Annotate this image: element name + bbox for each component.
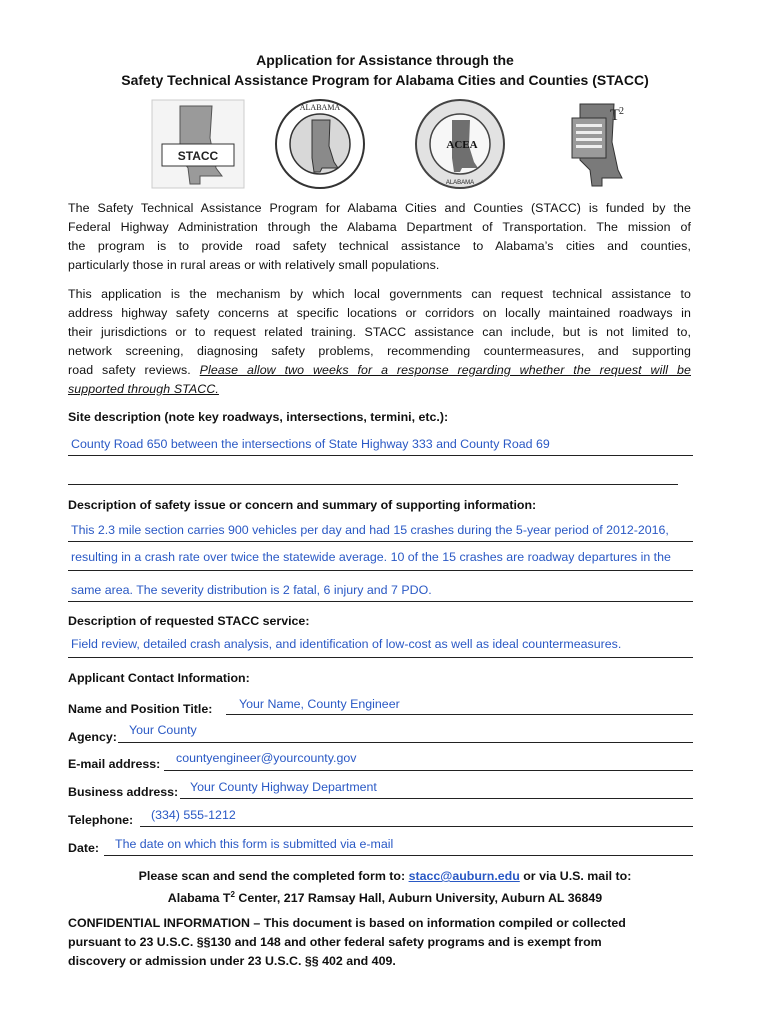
submission-instructions-line-2 xyxy=(0,885,770,908)
stacc-email-link[interactable]: stacc@auburn.edu xyxy=(408,869,520,883)
business-address-underline xyxy=(180,798,693,799)
intro-paragraph-1 xyxy=(68,199,691,275)
intro-p1-line-4: particularly those in rural areas or with relatively small populations. xyxy=(68,258,440,272)
intro-p2-line-5 xyxy=(68,361,691,380)
agency-underline xyxy=(118,742,693,743)
stacc-logo xyxy=(150,98,246,190)
submission-instructions-line-1 xyxy=(0,867,770,886)
business-address-field[interactable]: Your County Highway Department xyxy=(190,780,377,794)
telephone-field[interactable]: (334) 555-1212 xyxy=(151,808,236,822)
submission-prefix: Please scan and send the completed form to: xyxy=(138,869,409,883)
agency-field[interactable]: Your County xyxy=(129,723,197,737)
site-description-field[interactable]: County Road 650 between the intersections of State Highway 333 and County Road 69 xyxy=(71,437,550,451)
email-field[interactable]: countyengineer@yourcounty.gov xyxy=(176,751,357,765)
t2-logo-text: T xyxy=(610,107,620,124)
acea-seal-bottom-text: ALABAMA xyxy=(445,180,475,186)
safety-issue-field-line-1[interactable]: This 2.3 mile section carries 900 vehicles per day and had 15 crashes during the 5-year period of 2012-2016, xyxy=(71,523,669,537)
email-underline xyxy=(164,770,693,771)
intro-p2-line-4: network screening, diagnosing safety problems, recommending countermeasures, and supporting xyxy=(68,344,691,358)
confidential-notice xyxy=(68,914,698,971)
name-title-underline xyxy=(226,714,693,715)
confidential-line-3: discovery or admission under 23 U.S.C. §§ 402 and 409. xyxy=(68,954,396,968)
acea-seal-logo xyxy=(412,98,508,190)
confidential-line-2: pursuant to 23 U.S.C. §§130 and 148 and other federal safety programs and is exempt from xyxy=(68,935,602,949)
intro-p2-line-6 xyxy=(68,380,691,399)
site-description-label: Site description (note key roadways, intersections, termini, etc.): xyxy=(68,410,449,424)
name-title-field[interactable]: Your Name, County Engineer xyxy=(239,697,400,711)
acea-seal-text: ACEA xyxy=(446,139,478,151)
intro-p1-line-3: the program is to provide road safety technical assistance to Alabama’s cities and counties, xyxy=(68,239,691,253)
intro-p2-line-2: address highway safety concerns at specific locations or corridors on locally maintained roadways in xyxy=(68,306,691,320)
date-label: Date: xyxy=(68,841,99,855)
submission-suffix: or via U.S. mail to: xyxy=(519,869,632,883)
safety-issue-field-line-2[interactable]: resulting in a crash rate over twice the statewide average. 10 of the 15 crashes are roadway departures in the xyxy=(71,550,671,564)
t2-center-logo xyxy=(566,98,636,190)
safety-issue-field-line-3[interactable]: same area. The severity distribution is 2 fatal, 6 injury and 7 PDO. xyxy=(71,583,432,597)
date-field[interactable]: The date on which this form is submitted via e-mail xyxy=(115,837,394,851)
agency-label: Agency: xyxy=(68,730,117,744)
logo-strip xyxy=(0,98,770,193)
aldot-seal-logo xyxy=(272,98,368,190)
mailing-address-superscript: 2 xyxy=(230,890,235,899)
name-title-label: Name and Position Title: xyxy=(68,702,213,716)
requested-service-field[interactable]: Field review, detailed crash analysis, and identification of low-cost as well as ideal countermeasures. xyxy=(71,637,622,651)
telephone-label: Telephone: xyxy=(68,813,134,827)
intro-paragraph-2 xyxy=(68,285,691,399)
safety-issue-underline-3 xyxy=(68,601,693,602)
safety-issue-underline-2 xyxy=(68,570,693,571)
response-time-note: Please allow two weeks for a response regarding whether the request will be xyxy=(199,363,691,377)
aldot-seal-top-text: ALABAMA xyxy=(299,103,341,112)
business-address-label: Business address: xyxy=(68,785,179,799)
form-title-line-2: Safety Technical Assistance Program for Alabama Cities and Counties (STACC) xyxy=(121,72,649,88)
intro-p2-line-5-prefix: road safety reviews. xyxy=(68,363,200,377)
intro-p2-line-1: This application is the mechanism by which local governments can request technical assistance to xyxy=(68,287,691,301)
telephone-underline xyxy=(140,826,693,827)
requested-service-label: Description of requested STACC service: xyxy=(68,614,310,628)
stacc-logo-text: STACC xyxy=(177,149,219,163)
confidential-line-1: CONFIDENTIAL INFORMATION – This document is based on information compiled or collected xyxy=(68,916,626,930)
safety-issue-underline-1 xyxy=(68,541,693,542)
intro-p1-line-2: Federal Highway Administration through the Alabama Department of Transportation. The mission of xyxy=(68,220,691,234)
site-description-underline xyxy=(68,455,693,456)
requested-service-underline xyxy=(68,657,693,658)
contact-heading: Applicant Contact Information: xyxy=(68,671,250,685)
mailing-address-prefix: Alabama T xyxy=(167,891,231,906)
form-title-line-1: Application for Assistance through the xyxy=(256,52,514,68)
intro-p2-line-3: their jurisdictions or to request related training. STACC assistance can include, but is not limited to, xyxy=(68,325,691,339)
email-label: E-mail address: xyxy=(68,757,161,771)
intro-p1-line-1: The Safety Technical Assistance Program for Alabama Cities and Counties (STACC) is funded by the xyxy=(68,201,691,215)
site-description-underline-2[interactable] xyxy=(68,484,678,485)
safety-issue-label: Description of safety issue or concern and summary of supporting information: xyxy=(68,498,537,512)
date-underline xyxy=(104,855,693,856)
mailing-address-suffix: Center, 217 Ramsay Hall, Auburn University, Auburn AL 36849 xyxy=(234,891,603,906)
t2-logo-superscript: 2 xyxy=(619,106,624,117)
response-time-note-end: supported through STACC. xyxy=(68,382,219,396)
